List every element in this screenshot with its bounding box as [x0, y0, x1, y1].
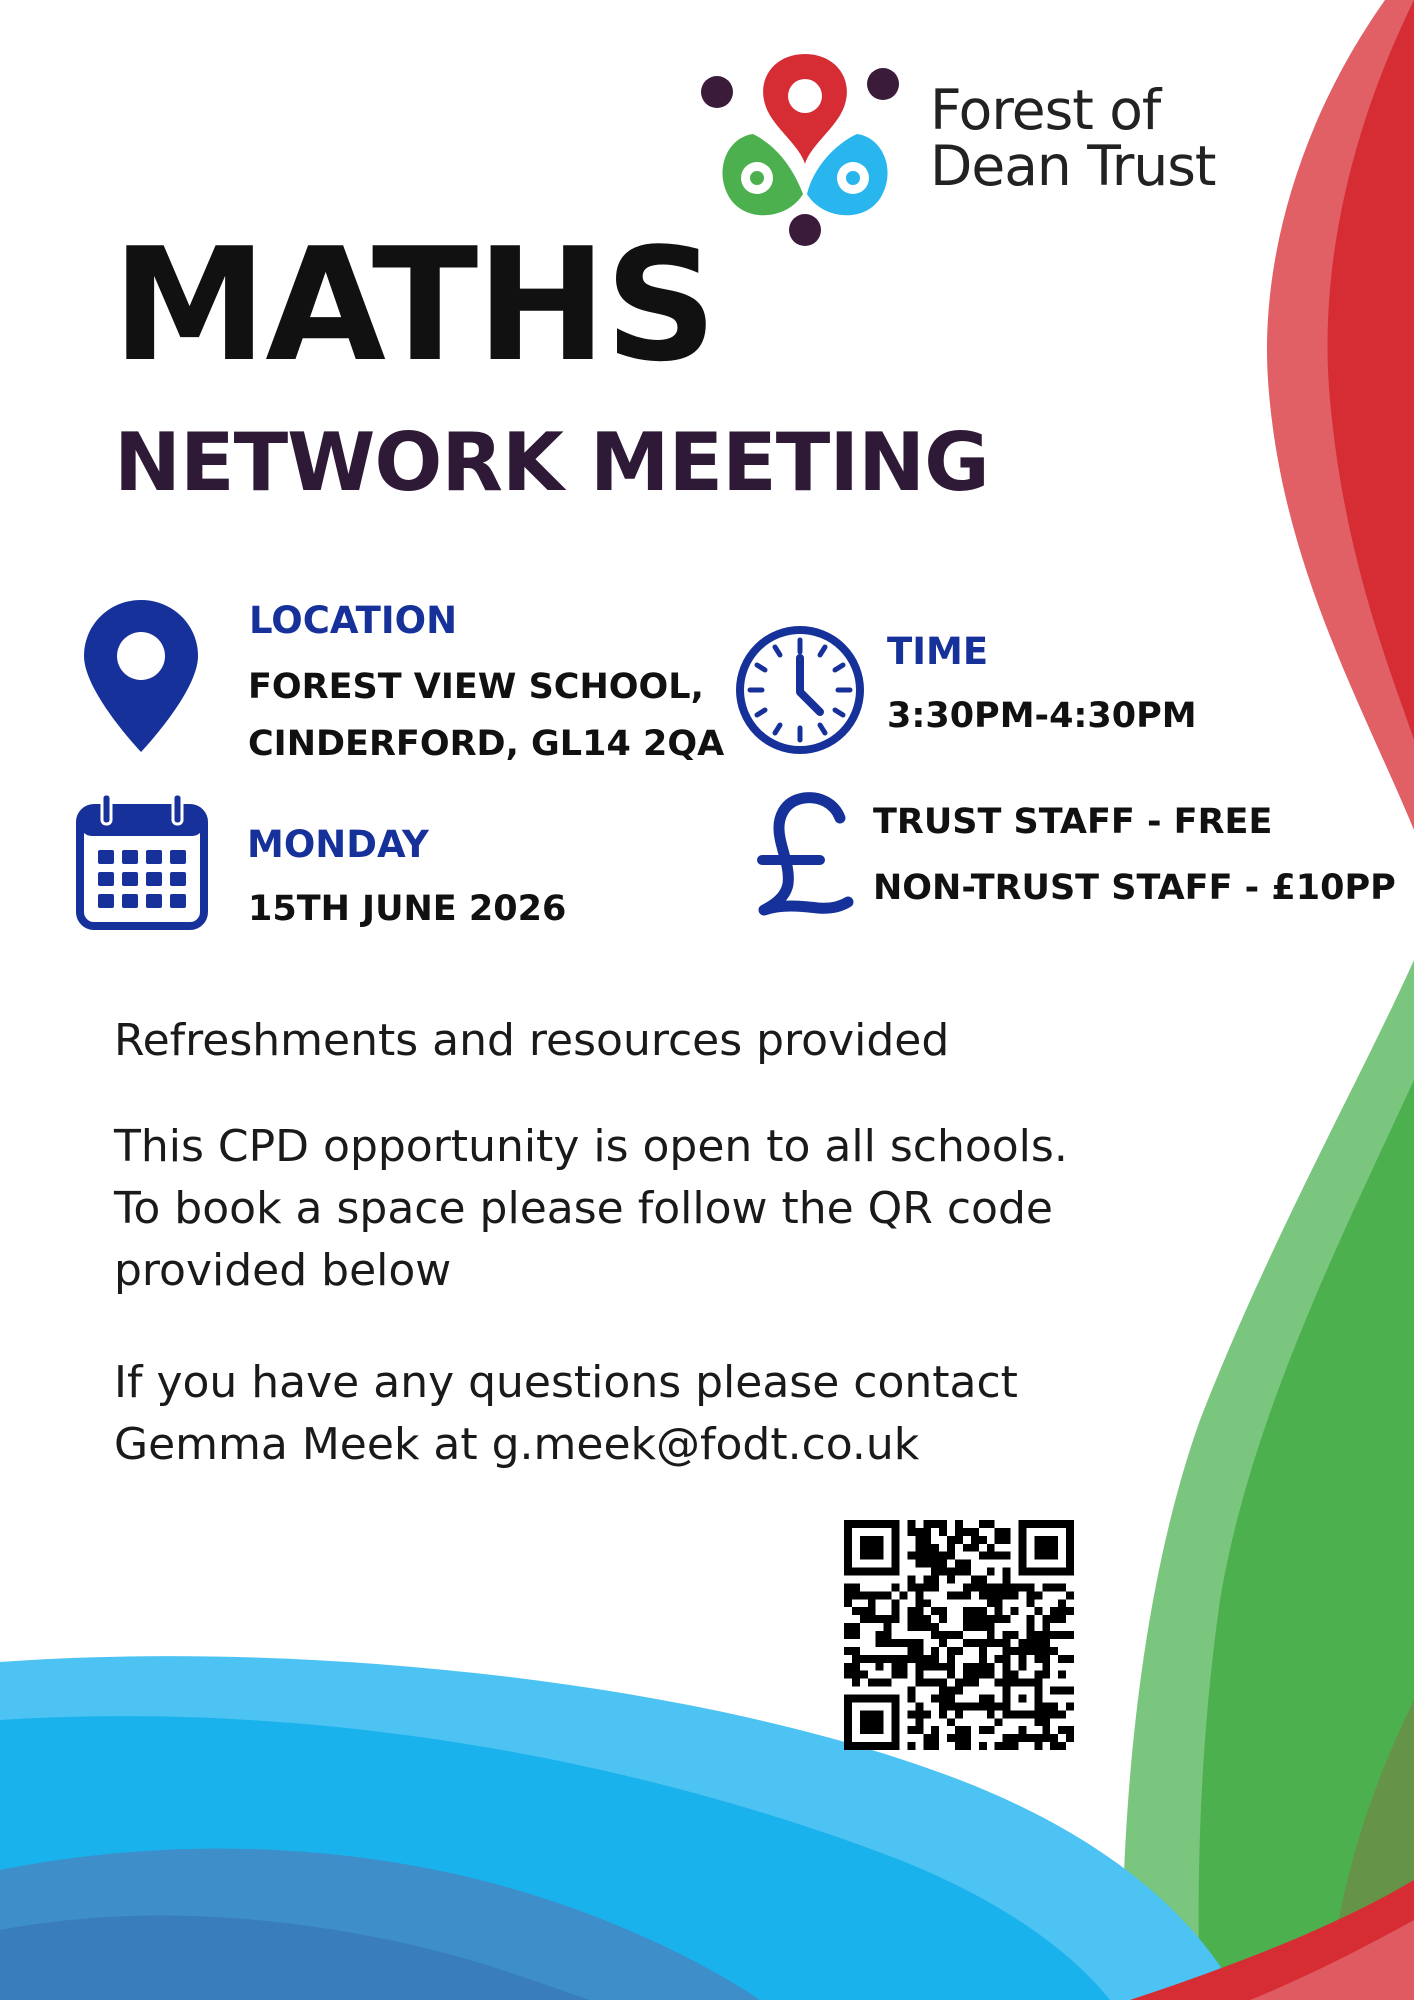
map-pin-icon: [82, 598, 200, 754]
cpd-line2: To book a space please follow the QR code: [114, 1183, 1053, 1234]
cpd-paragraph: [114, 1116, 1114, 1302]
pound-icon: [752, 792, 854, 918]
calendar-icon: [76, 792, 208, 930]
contact-line2: Gemma Meek at g.meek@fodt.co.uk: [114, 1419, 920, 1470]
page-subtitle: NETWORK MEETING: [114, 416, 989, 509]
date-value: 15TH JUNE 2026: [248, 889, 567, 929]
trust-name-line1: Forest of: [930, 78, 1161, 142]
clock-icon: [734, 624, 866, 756]
cost-trust-staff: TRUST STAFF - FREE: [873, 802, 1273, 842]
date-label: MONDAY: [247, 823, 429, 866]
refreshments-text: Refreshments and resources provided: [114, 1015, 950, 1066]
contact-paragraph: [114, 1352, 1114, 1476]
location-label: LOCATION: [249, 599, 458, 642]
time-label: TIME: [887, 630, 989, 673]
location-line2: CINDERFORD, GL14 2QA: [248, 724, 725, 764]
trust-name: [930, 78, 1216, 198]
location-line1: FOREST VIEW SCHOOL,: [248, 667, 704, 707]
trust-logo-icon: [695, 34, 905, 254]
qr-code[interactable]: [844, 1520, 1074, 1750]
cpd-line3: provided below: [114, 1245, 452, 1296]
time-value: 3:30PM-4:30PM: [887, 696, 1197, 736]
trust-name-line2: Dean Trust: [930, 134, 1216, 198]
cost-non-trust-staff: NON-TRUST STAFF - £10PP: [873, 868, 1396, 908]
cpd-line1: This CPD opportunity is open to all schools.: [114, 1121, 1068, 1172]
page-title: MATHS: [112, 214, 716, 396]
contact-line1: If you have any questions please contact: [114, 1357, 1018, 1408]
